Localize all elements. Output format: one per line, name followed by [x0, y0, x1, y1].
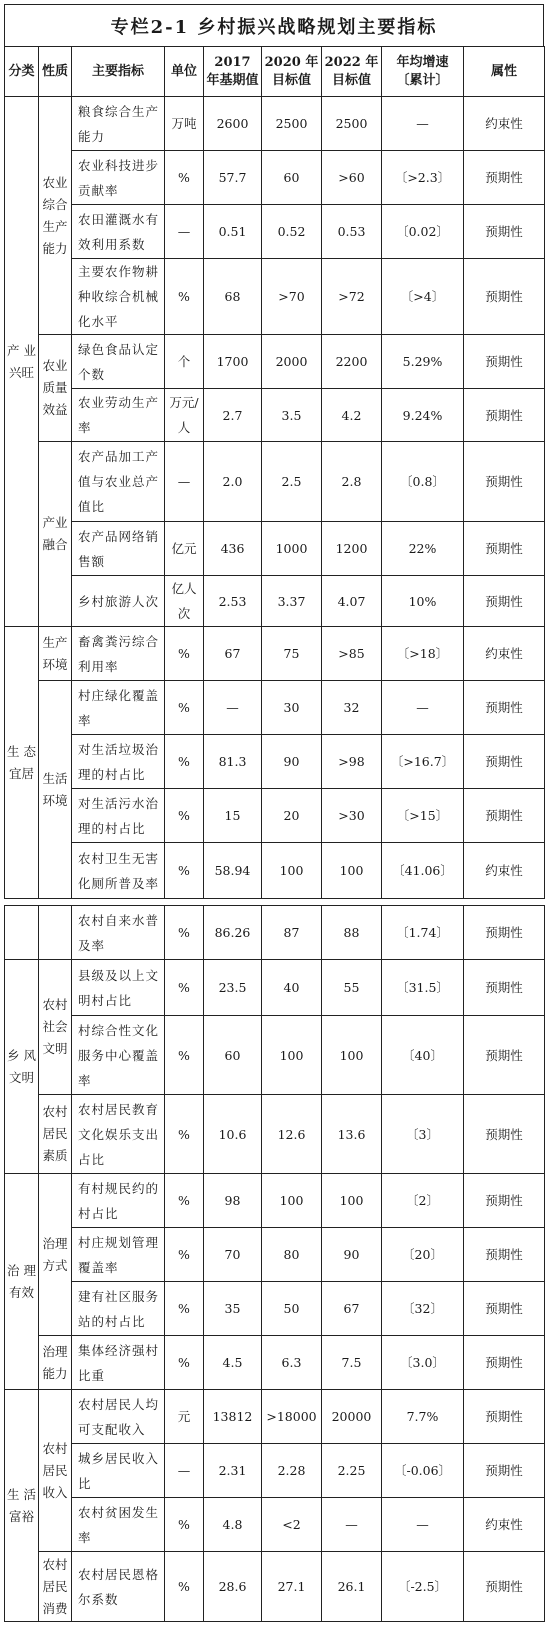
target-2020-cell: 40 — [262, 960, 322, 1016]
growth-cell: — — [382, 1498, 464, 1552]
target-2020-cell: 100 — [262, 843, 322, 899]
table-row — [5, 960, 545, 1016]
indicator-table-part-1 — [4, 46, 545, 899]
header-attribute: 属性 — [464, 47, 545, 97]
target-2020-cell: 80 — [262, 1228, 322, 1282]
indicator-cell: 县级及以上文明村占比 — [72, 960, 165, 1016]
target-2022-cell: 90 — [322, 1228, 382, 1282]
unit-cell: % — [165, 1174, 204, 1228]
indicator-cell: 农村居民恩格尔系数 — [72, 1552, 165, 1622]
indicator-cell: 建有社区服务站的村占比 — [72, 1282, 165, 1336]
table-row — [5, 1095, 545, 1174]
target-2020-cell: 60 — [262, 151, 322, 205]
target-2020-cell: 27.1 — [262, 1552, 322, 1622]
indicator-table-sheet — [4, 4, 544, 1622]
target-2020-cell: 3.5 — [262, 389, 322, 442]
indicator-cell: 农村居民人均可支配收入 — [72, 1390, 165, 1444]
target-2020-cell: <2 — [262, 1498, 322, 1552]
growth-cell: 〔20〕 — [382, 1228, 464, 1282]
attribute-cell: 预期性 — [464, 681, 545, 735]
table-row — [5, 1228, 545, 1282]
target-2020-cell: >18000 — [262, 1390, 322, 1444]
header-unit: 单位 — [165, 47, 204, 97]
attribute-cell: 预期性 — [464, 576, 545, 627]
unit-cell: % — [165, 906, 204, 960]
target-2020-cell: 90 — [262, 735, 322, 789]
nature-cell: 农村居民素质 — [39, 1095, 72, 1174]
growth-cell: — — [382, 97, 464, 151]
attribute-cell: 预期性 — [464, 735, 545, 789]
target-2022-cell: 13.6 — [322, 1095, 382, 1174]
indicator-cell: 村庄规划管理覆盖率 — [72, 1228, 165, 1282]
target-2020-cell: 75 — [262, 627, 322, 681]
target-2022-cell: 100 — [322, 843, 382, 899]
unit-cell: % — [165, 259, 204, 335]
base-2017-cell: 68 — [204, 259, 262, 335]
table-row — [5, 1282, 545, 1336]
target-2022-cell: 0.53 — [322, 205, 382, 259]
base-2017-cell: 60 — [204, 1016, 262, 1095]
target-2020-cell: 20 — [262, 789, 322, 843]
growth-cell: 5.29% — [382, 335, 464, 389]
unit-cell: % — [165, 735, 204, 789]
indicator-cell: 绿色食品认定个数 — [72, 335, 165, 389]
target-2022-cell: >72 — [322, 259, 382, 335]
growth-cell: 〔3.0〕 — [382, 1336, 464, 1390]
target-2020-cell: 12.6 — [262, 1095, 322, 1174]
attribute-cell: 预期性 — [464, 1095, 545, 1174]
attribute-cell: 预期性 — [464, 389, 545, 442]
attribute-cell: 预期性 — [464, 1390, 545, 1444]
target-2022-cell: >98 — [322, 735, 382, 789]
indicator-cell: 主要农作物耕种收综合机械化水平 — [72, 259, 165, 335]
base-2017-cell: 4.5 — [204, 1336, 262, 1390]
indicator-cell: 对生活垃圾治理的村占比 — [72, 735, 165, 789]
unit-cell: % — [165, 1016, 204, 1095]
table-row — [5, 906, 545, 960]
target-2020-cell: 30 — [262, 681, 322, 735]
base-2017-cell: 67 — [204, 627, 262, 681]
growth-cell: 〔0.8〕 — [382, 442, 464, 522]
table-row — [5, 389, 545, 442]
empty-nature-cell — [39, 906, 72, 960]
attribute-cell: 预期性 — [464, 1228, 545, 1282]
target-2020-cell: >70 — [262, 259, 322, 335]
growth-cell: 〔>2.3〕 — [382, 151, 464, 205]
nature-cell: 生活环境 — [39, 681, 72, 899]
growth-cell: 〔2〕 — [382, 1174, 464, 1228]
table-row — [5, 627, 545, 681]
growth-cell: 〔1.74〕 — [382, 906, 464, 960]
table-row — [5, 1444, 545, 1498]
target-2022-cell: 2.8 — [322, 442, 382, 522]
header-category: 分类 — [5, 47, 39, 97]
base-2017-cell: 13812 — [204, 1390, 262, 1444]
indicator-cell: 农业劳动生产率 — [72, 389, 165, 442]
unit-cell: % — [165, 843, 204, 899]
category-cell: 治 理有效 — [5, 1174, 39, 1390]
indicator-cell: 农村贫困发生率 — [72, 1498, 165, 1552]
base-2017-cell: 86.26 — [204, 906, 262, 960]
attribute-cell: 约束性 — [464, 97, 545, 151]
indicator-cell: 粮食综合生产能力 — [72, 97, 165, 151]
growth-cell: 〔-2.5〕 — [382, 1552, 464, 1622]
target-2022-cell: >60 — [322, 151, 382, 205]
target-2020-cell: 0.52 — [262, 205, 322, 259]
unit-cell: 亿人次 — [165, 576, 204, 627]
table-row — [5, 1390, 545, 1444]
indicator-cell: 畜禽粪污综合利用率 — [72, 627, 165, 681]
target-2022-cell: — — [322, 1498, 382, 1552]
attribute-cell: 预期性 — [464, 1282, 545, 1336]
unit-cell: % — [165, 627, 204, 681]
attribute-cell: 预期性 — [464, 335, 545, 389]
attribute-cell: 预期性 — [464, 1016, 545, 1095]
header-base-2017: 2017 年基期值 — [204, 47, 262, 97]
base-2017-cell: 23.5 — [204, 960, 262, 1016]
growth-cell: 〔40〕 — [382, 1016, 464, 1095]
target-2022-cell: >30 — [322, 789, 382, 843]
target-2020-cell: 6.3 — [262, 1336, 322, 1390]
indicator-cell: 集体经济强村比重 — [72, 1336, 165, 1390]
category-cell: 生 活富裕 — [5, 1390, 39, 1622]
target-2022-cell: >85 — [322, 627, 382, 681]
unit-cell: 个 — [165, 335, 204, 389]
unit-cell: % — [165, 1228, 204, 1282]
indicator-cell: 农业科技进步贡献率 — [72, 151, 165, 205]
unit-cell: % — [165, 1552, 204, 1622]
base-2017-cell: 1700 — [204, 335, 262, 389]
growth-cell: 〔>15〕 — [382, 789, 464, 843]
indicator-cell: 村综合性文化服务中心覆盖率 — [72, 1016, 165, 1095]
table-row — [5, 735, 545, 789]
target-2020-cell: 50 — [262, 1282, 322, 1336]
target-2020-cell: 2.5 — [262, 442, 322, 522]
target-2020-cell: 3.37 — [262, 576, 322, 627]
table-row — [5, 97, 545, 151]
table-row — [5, 843, 545, 899]
target-2020-cell: 2000 — [262, 335, 322, 389]
growth-cell: 〔>18〕 — [382, 627, 464, 681]
unit-cell: % — [165, 1336, 204, 1390]
target-2020-cell: 2.28 — [262, 1444, 322, 1498]
nature-cell: 农业综合生产能力 — [39, 97, 72, 335]
table-row — [5, 576, 545, 627]
growth-cell: 〔3〕 — [382, 1095, 464, 1174]
target-2020-cell: 100 — [262, 1016, 322, 1095]
attribute-cell: 预期性 — [464, 259, 545, 335]
attribute-cell: 预期性 — [464, 205, 545, 259]
base-2017-cell: 15 — [204, 789, 262, 843]
unit-cell: % — [165, 1095, 204, 1174]
header-nature: 性质 — [39, 47, 72, 97]
target-2022-cell: 100 — [322, 1174, 382, 1228]
indicator-cell: 农村居民教育文化娱乐支出占比 — [72, 1095, 165, 1174]
empty-category-cell — [5, 906, 39, 960]
attribute-cell: 预期性 — [464, 522, 545, 576]
indicator-cell: 对生活污水治理的村占比 — [72, 789, 165, 843]
table-row — [5, 205, 545, 259]
attribute-cell: 预期性 — [464, 442, 545, 522]
attribute-cell: 预期性 — [464, 151, 545, 205]
table-row — [5, 789, 545, 843]
unit-cell: % — [165, 960, 204, 1016]
header-target-2022: 2022 年目标值 — [322, 47, 382, 97]
attribute-cell: 预期性 — [464, 1444, 545, 1498]
indicator-cell: 农田灌溉水有效利用系数 — [72, 205, 165, 259]
base-2017-cell: 98 — [204, 1174, 262, 1228]
base-2017-cell: 28.6 — [204, 1552, 262, 1622]
attribute-cell: 预期性 — [464, 906, 545, 960]
table-row — [5, 1174, 545, 1228]
target-2022-cell: 100 — [322, 1016, 382, 1095]
attribute-cell: 约束性 — [464, 627, 545, 681]
nature-cell: 农村社会文明 — [39, 960, 72, 1095]
base-2017-cell: 2.7 — [204, 389, 262, 442]
indicator-cell: 农村卫生无害化厕所普及率 — [72, 843, 165, 899]
table-row — [5, 522, 545, 576]
table-row — [5, 1336, 545, 1390]
target-2022-cell: 7.5 — [322, 1336, 382, 1390]
target-2022-cell: 26.1 — [322, 1552, 382, 1622]
attribute-cell: 约束性 — [464, 843, 545, 899]
category-cell: 产 业兴旺 — [5, 97, 39, 627]
category-cell: 乡 风文明 — [5, 960, 39, 1174]
target-2022-cell: 2.25 — [322, 1444, 382, 1498]
attribute-cell: 预期性 — [464, 789, 545, 843]
base-2017-cell: 10.6 — [204, 1095, 262, 1174]
attribute-cell: 预期性 — [464, 1174, 545, 1228]
nature-cell: 治理能力 — [39, 1336, 72, 1390]
base-2017-cell: 57.7 — [204, 151, 262, 205]
category-cell: 生 态宜居 — [5, 627, 39, 899]
indicator-cell: 农产品加工产值与农业总产值比 — [72, 442, 165, 522]
target-2022-cell: 4.2 — [322, 389, 382, 442]
growth-cell: 〔31.5〕 — [382, 960, 464, 1016]
base-2017-cell: 2.0 — [204, 442, 262, 522]
indicator-cell: 乡村旅游人次 — [72, 576, 165, 627]
target-2020-cell: 1000 — [262, 522, 322, 576]
growth-cell: 22% — [382, 522, 464, 576]
table-row — [5, 1552, 545, 1622]
target-2022-cell: 20000 — [322, 1390, 382, 1444]
attribute-cell: 预期性 — [464, 960, 545, 1016]
attribute-cell: 预期性 — [464, 1336, 545, 1390]
attribute-cell: 约束性 — [464, 1498, 545, 1552]
header-growth: 年均增速〔累计〕 — [382, 47, 464, 97]
unit-cell: — — [165, 442, 204, 522]
target-2020-cell: 87 — [262, 906, 322, 960]
target-2022-cell: 4.07 — [322, 576, 382, 627]
nature-cell: 生产环境 — [39, 627, 72, 681]
target-2022-cell: 88 — [322, 906, 382, 960]
unit-cell: % — [165, 151, 204, 205]
unit-cell: % — [165, 681, 204, 735]
table-row — [5, 259, 545, 335]
target-2022-cell: 32 — [322, 681, 382, 735]
indicator-cell: 村庄绿化覆盖率 — [72, 681, 165, 735]
base-2017-cell: 2.53 — [204, 576, 262, 627]
indicator-cell: 农村自来水普及率 — [72, 906, 165, 960]
unit-cell: — — [165, 1444, 204, 1498]
table-row — [5, 1498, 545, 1552]
nature-cell: 农村居民收入 — [39, 1390, 72, 1552]
nature-cell: 农业质量效益 — [39, 335, 72, 442]
table-title: 专栏2-1 乡村振兴战略规划主要指标 — [4, 4, 544, 46]
table-row — [5, 1016, 545, 1095]
growth-cell: 〔-0.06〕 — [382, 1444, 464, 1498]
base-2017-cell: 81.3 — [204, 735, 262, 789]
unit-cell: 元 — [165, 1390, 204, 1444]
base-2017-cell: 70 — [204, 1228, 262, 1282]
unit-cell: 亿元 — [165, 522, 204, 576]
growth-cell: 9.24% — [382, 389, 464, 442]
target-2022-cell: 2500 — [322, 97, 382, 151]
growth-cell: 〔32〕 — [382, 1282, 464, 1336]
growth-cell: 〔41.06〕 — [382, 843, 464, 899]
target-2020-cell: 2500 — [262, 97, 322, 151]
growth-cell: 7.7% — [382, 1390, 464, 1444]
growth-cell: 〔>16.7〕 — [382, 735, 464, 789]
header-target-2020: 2020 年目标值 — [262, 47, 322, 97]
unit-cell: — — [165, 205, 204, 259]
unit-cell: % — [165, 789, 204, 843]
target-2020-cell: 100 — [262, 1174, 322, 1228]
target-2022-cell: 2200 — [322, 335, 382, 389]
base-2017-cell: 2600 — [204, 97, 262, 151]
base-2017-cell: 35 — [204, 1282, 262, 1336]
base-2017-cell: 2.31 — [204, 1444, 262, 1498]
table-row — [5, 335, 545, 389]
growth-cell: 〔0.02〕 — [382, 205, 464, 259]
indicator-cell: 城乡居民收入比 — [72, 1444, 165, 1498]
base-2017-cell: 4.8 — [204, 1498, 262, 1552]
indicator-table-part-2 — [4, 905, 545, 1622]
header-indicator: 主要指标 — [72, 47, 165, 97]
base-2017-cell: 0.51 — [204, 205, 262, 259]
growth-cell: — — [382, 681, 464, 735]
indicator-cell: 农产品网络销售额 — [72, 522, 165, 576]
target-2022-cell: 67 — [322, 1282, 382, 1336]
growth-cell: 10% — [382, 576, 464, 627]
unit-cell: 万吨 — [165, 97, 204, 151]
table-row — [5, 681, 545, 735]
header-row — [5, 47, 545, 97]
target-2022-cell: 1200 — [322, 522, 382, 576]
base-2017-cell: — — [204, 681, 262, 735]
nature-cell: 农村居民消费 — [39, 1552, 72, 1622]
table-row — [5, 442, 545, 522]
attribute-cell: 预期性 — [464, 1552, 545, 1622]
nature-cell: 治理方式 — [39, 1174, 72, 1336]
growth-cell: 〔>4〕 — [382, 259, 464, 335]
table-row — [5, 151, 545, 205]
unit-cell: % — [165, 1498, 204, 1552]
base-2017-cell: 436 — [204, 522, 262, 576]
unit-cell: 万元/人 — [165, 389, 204, 442]
base-2017-cell: 58.94 — [204, 843, 262, 899]
unit-cell: % — [165, 1282, 204, 1336]
nature-cell: 产业融合 — [39, 442, 72, 627]
indicator-cell: 有村规民约的村占比 — [72, 1174, 165, 1228]
target-2022-cell: 55 — [322, 960, 382, 1016]
